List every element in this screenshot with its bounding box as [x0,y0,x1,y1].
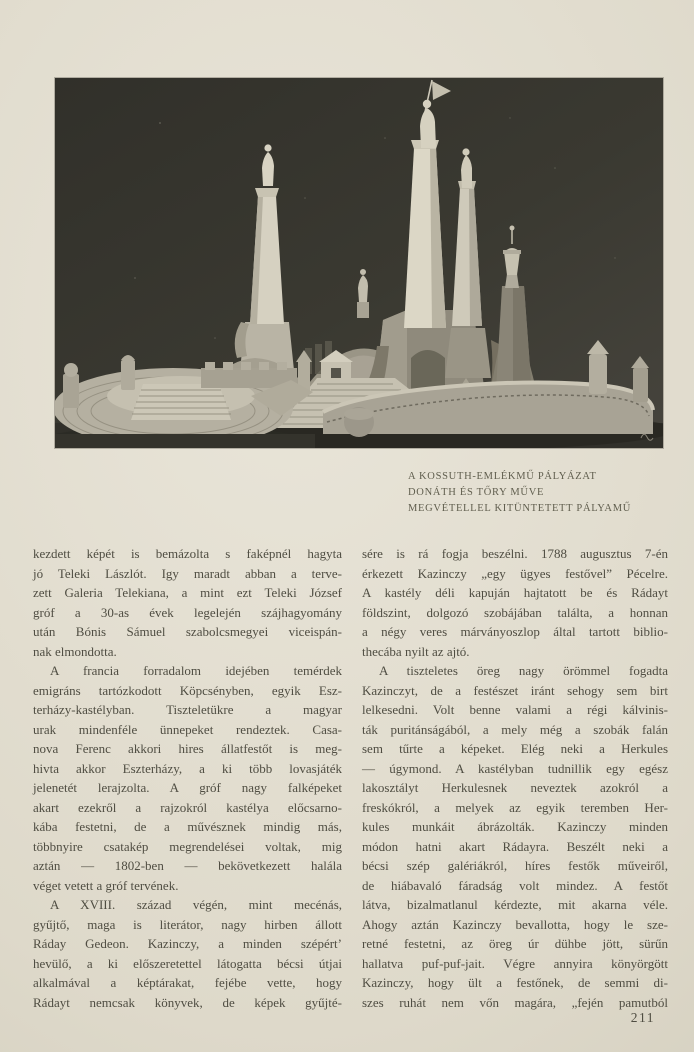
text-line: gróf a 30-as évek legelején szájhagyomány [33,604,342,620]
text-line: A kastély déli kapuján hajtatott be és Rádayt [362,585,668,600]
text-line: Rádayt nemcsak könyvek, de képek gyűjté- [33,994,342,1010]
text-line: Ráday Gedeon. Kazinczy, a minden szépért’ [33,936,342,951]
monument-photo-graphic [55,78,663,448]
text-line: emigráns tartózkodott Köpcsényben, egyik Esz- [33,682,342,698]
text-line: földszint, dolgozó szobájában találta, a honnan [362,604,668,620]
text-line: többnyire csatakép megrendelései voltak, mig [33,838,342,854]
text-line: a négy veres márványoszlop által tartott biblio- [362,624,668,639]
text-line: lelkesedni. Volt benne valami a régi kálvinis- [362,702,668,717]
text-line: ták puritánságából, a mely még a szobák falán [362,721,668,737]
text-line: terházy-kastélyban. Tiszteletükre a magyar [33,702,342,717]
text-line: gyűjtő, maga is literátor, nagy hirben állott [33,916,342,932]
text-line: jó Teleki Lászlót. Igy maradt abban a terve- [33,565,342,581]
text-line: véget vetett a gróf tervének. [33,877,179,893]
text-line: aztán — 1802-ben — bekövetkezett halála [33,858,342,873]
text-line: látva, bizalmatlanul kérdezte, mit akarna véle. [362,897,668,912]
text-line: érkezett Kazinczy „egy ügyes festővel” Pécelre. [362,565,668,581]
text-line: szes ruhát nem vőn magára, „fején pamutból [362,994,668,1010]
figure-caption [408,469,631,517]
text-line: hivta akkor Eszterházy, a ki több lovasjáték [33,760,342,776]
text-line: urak mindenféle ünnepeket rendeztek. Casa- [33,721,342,737]
text-line: Ahogy aztán Kazinczy bevallotta, hogy le sze- [362,916,668,932]
text-column-right [362,544,668,1012]
text-line: de hiábavaló fáradság volt mindez. A festőt [362,877,668,893]
monument-photo [55,78,663,448]
text-line: után Bónis Sámuel szabolcsmegyei viceispán- [33,624,342,639]
text-line: jelenetét lerajzolta. A gróf nagy falképeket [33,780,342,795]
text-line: módon hatni akart Rádayra. Beszélt neki a [362,838,668,854]
caption-line: DONÁTH ÉS TŐRY MŰVE [408,487,545,498]
text-line: retné festetni, az öreg úr dühbe jött, sürűn [362,936,668,951]
text-line: lakosztályt Herkulesnek neveztek azokról a [362,780,668,795]
text-line: Kazinczyt, de a festészet iránt sehogy sem birt [362,682,668,698]
text-line: A tiszteletes öreg nagy örömmel fogadta [379,663,668,678]
text-line: A XVIII. század végén, mint mecénás, [50,897,342,912]
text-line: bécsi szép galériákról, híres festők műveiről, [362,858,668,873]
text-line: Kazinczy, hogy ült a festőnek, de semmi di- [362,975,668,990]
text-line: thecába nyilt az ajtó. [362,643,470,659]
text-line: — úgymond. A kastélyban tudnillik egy egész [362,760,668,776]
text-line: nak elmondotta. [33,643,117,659]
text-line: hevülő, a ki előszeretettel látogatta bécsi útjai [33,955,342,971]
caption-line: A KOSSUTH-EMLÉKMŰ PÁLYÁZAT [408,471,597,482]
text-line: akart ezekről a rajzokról kastélya előcsarno- [33,799,342,815]
foreground-shadow [55,434,315,448]
text-line: kezdett képét is bemázolta s faképnél hagyta [33,546,342,561]
text-line: nova Ferenc akkori hires állatfestőt is meg- [33,741,342,756]
text-line: sére is rá fogja beszélni. 1788 augusztus 7-én [362,546,668,561]
text-line: A francia forradalom idejében temérdek [50,663,342,678]
text-line: hallatva puf-puf-jait. Végre annyira könyörgött [362,955,668,971]
text-line: freskókról, a melyek az egyik teremben Her- [362,799,668,815]
text-line: kába festetni, de a művésznek mindig más, [33,819,342,834]
text-column-left [33,544,342,1012]
caption-line: MEGVÉTELLEL KITÜNTETETT PÁLYAMŰ [408,503,632,514]
page-number: 211 [630,1010,655,1025]
text-line: kules munkáit ábrázolták. Kazinczy minden [362,819,668,834]
text-line: alkalmával a képtárakat, fejébe vette, hogy [33,975,342,990]
text-line: zett Galeria Telekiana, a mint ezt Teleki József [33,585,342,600]
text-line: sem tűrte a képeket. Elég neki a Herkules [362,741,668,756]
